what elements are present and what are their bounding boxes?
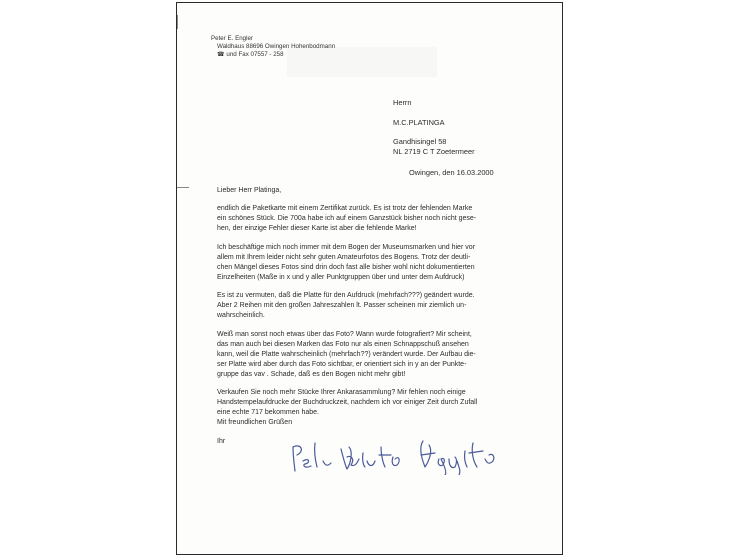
letter-page: [176, 2, 563, 555]
closing: Mit freundlichen Grüßen: [217, 419, 293, 426]
text-line: Weiß man sonst noch etwas über das Foto? Wann wurde fotografiert? Mir scheint,: [217, 331, 472, 338]
text-line: Handstempelaufdrucke der Buchdruckzeit, nachdem ich vor einiger Zeit durch Zufall: [217, 399, 478, 406]
text-line: hen, der einzige Fehler dieser Karte ist aber die fehlende Marke!: [217, 225, 417, 232]
recipient-salutation: Herrn: [393, 98, 412, 107]
text-line: ser Platte wird aber durch das Foto sichtbar, er orientiert sich in y an der Punkte-: [217, 361, 467, 368]
text-line: wahrscheinlich.: [217, 312, 265, 319]
yours: Ihr: [217, 438, 226, 445]
sender-name: Peter E. Engler: [211, 35, 253, 42]
text-line: chen Mängel dieses Fotos sind drin doch fast alle bisher wohl nicht dokumentierten: [217, 264, 475, 271]
sender-street: Waldhaus 88696 Owingen Hohenbodmann: [217, 43, 336, 50]
recipient-name: M.C.PLATINGA: [393, 118, 445, 127]
fold-mark: [177, 187, 189, 188]
sender-phone: ☎ und Fax 07557 - 258: [217, 51, 284, 58]
text-line: Aber 2 Reihen mit den großen Jahreszahlen lt. Passer scheinen mir ziemlich un-: [217, 302, 467, 309]
text-line: gruppe das vav . Schade, daß es den Bogen nicht mehr gibt!: [217, 371, 406, 378]
text-line: allem mit Ihrem leider nicht sehr guten Amateurfotos des Bogens. Trotz der deutli-: [217, 254, 471, 261]
text-line: endlich die Paketkarte mit einem Zertifikat zurück. Es ist trotz der fehlenden Marke: [217, 205, 473, 212]
text-line: Verkaufen Sie noch mehr Stücke Ihrer Ankarasammlung? Mir fehlen noch einige: [217, 389, 466, 396]
date-line: Owingen, den 16.03.2000: [409, 168, 494, 177]
text-line: Es ist zu vermuten, daß die Platte für den Aufdruck (mehrfach???) geändert wurde.: [217, 292, 475, 299]
punch-mark: [177, 15, 178, 29]
recipient-city: NL 2719 C T Zoetermeer: [393, 147, 475, 156]
faded-letterhead-ghost: [287, 47, 437, 77]
text-line: ein schönes Stück. Die 700a habe ich auf einem Ganzstück bisher noch nicht gese-: [217, 215, 477, 222]
recipient-street: Gandhisingel 58: [393, 137, 447, 146]
text-line: Einzelheiten (Maße in x und y aller Punktgruppen über und unter dem Aufdruck): [217, 274, 465, 281]
text-line: das man auch bei diesen Marken das Foto nur als einen Schnappschuß ansehen: [217, 341, 469, 348]
text-line: eine echte 717 bekommen habe.: [217, 409, 319, 416]
text-line: Ich beschäftige mich noch immer mit dem Bogen der Museumsmarken und hier vor: [217, 244, 475, 251]
greeting: Lieber Herr Platinga,: [217, 187, 282, 194]
text-line: kann, weil die Platte wahrscheinlich (mehrfach??) verändert wurde. Der Aufbau die-: [217, 351, 476, 358]
handwritten-signature: [289, 433, 519, 475]
